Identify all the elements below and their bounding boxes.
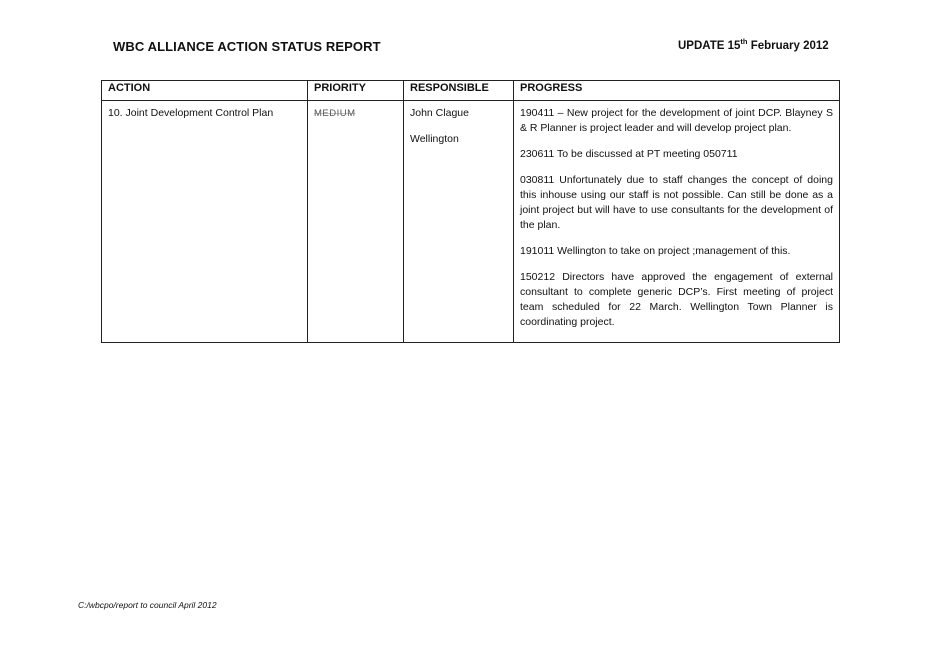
- update-prefix: UPDATE 15: [678, 40, 741, 52]
- column-header-progress: PROGRESS: [514, 81, 840, 101]
- responsible-cell: [404, 101, 514, 343]
- progress-entry: 191011 Wellington to take on project ;management of this.: [520, 245, 791, 257]
- table-header-row: [102, 81, 840, 101]
- column-header-action: ACTION: [102, 81, 308, 101]
- update-date: [678, 37, 829, 52]
- progress-entry: 030811 Unfortunately due to staff changes the concept of doing this inhouse using our staff is not possible. Can still be done as a joint project but will have to use consultants for the development of the plan.: [520, 174, 833, 231]
- priority-value: MEDIUM: [314, 108, 356, 119]
- table-row: [102, 101, 840, 343]
- priority-cell: [308, 101, 404, 343]
- update-superscript: th: [740, 37, 748, 47]
- column-header-priority: PRIORITY: [308, 81, 404, 101]
- update-suffix: February 2012: [747, 40, 829, 52]
- progress-entry: 230611 To be discussed at PT meeting 050711: [520, 148, 738, 160]
- column-header-responsible: RESPONSIBLE: [404, 81, 514, 101]
- progress-entry: 150212 Directors have approved the engagement of external consultant to complete generic DCP’s. First meeting of project team scheduled for 22 March. Wellington Town Planner is coordinating project.: [520, 271, 833, 328]
- action-status-table: [101, 80, 840, 343]
- page-title: WBC ALLIANCE ACTION STATUS REPORT: [113, 39, 381, 54]
- responsible-council: Wellington: [410, 133, 459, 145]
- action-cell: 10. Joint Development Control Plan: [102, 101, 308, 343]
- progress-entry: 190411 – New project for the development of joint DCP. Blayney S & R Planner is project leader and will develop project plan.: [520, 107, 833, 134]
- progress-cell: [514, 101, 840, 343]
- footer-file-path: C:/wbcpo/report to council April 2012: [78, 600, 217, 610]
- responsible-person: John Clague: [410, 107, 469, 119]
